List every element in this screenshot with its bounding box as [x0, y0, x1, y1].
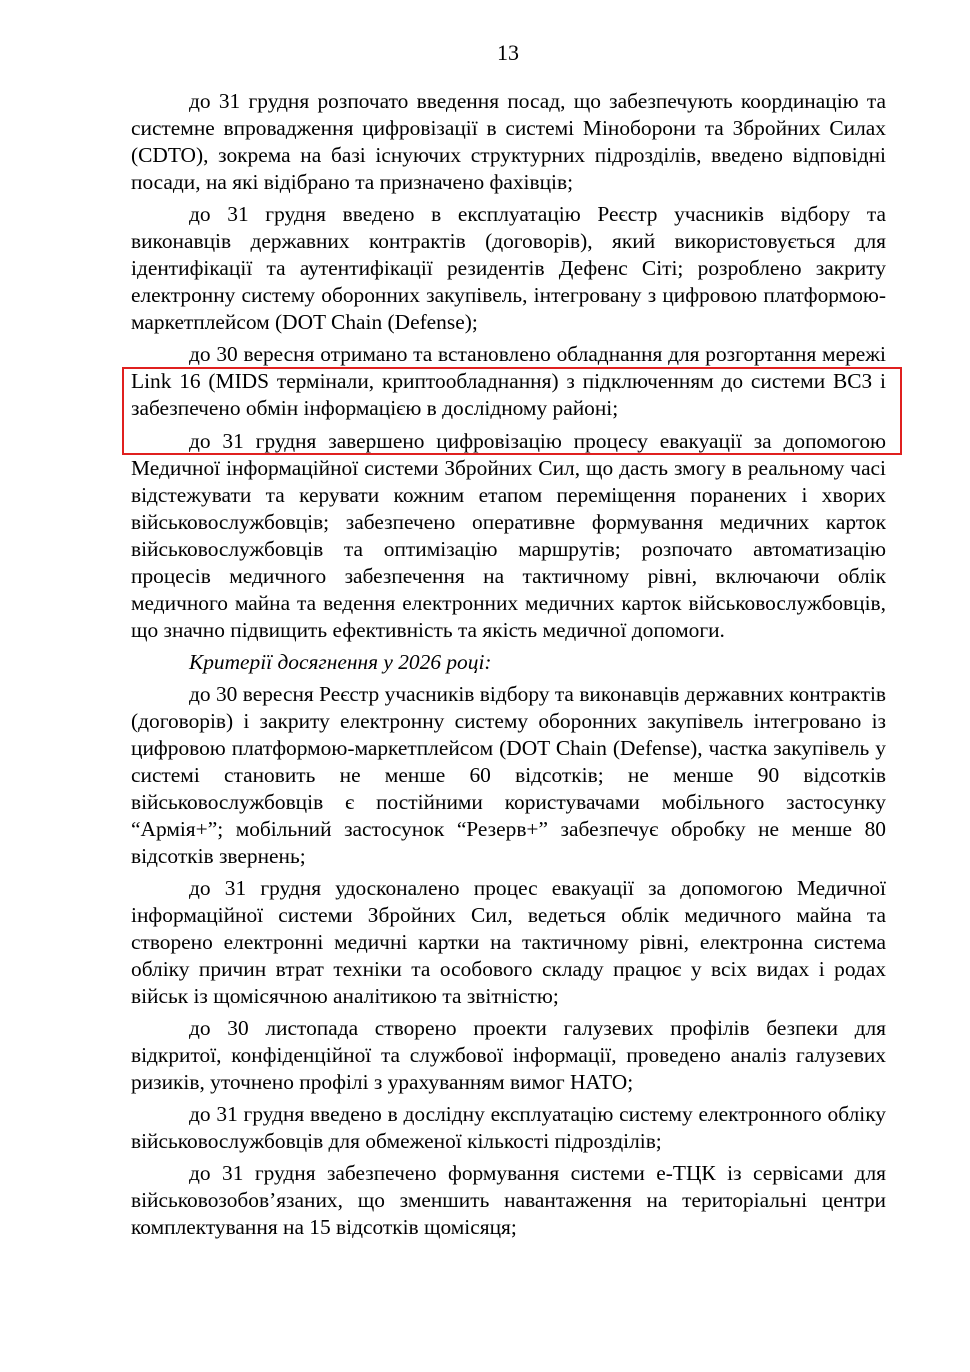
paragraph-link16-highlighted: до 30 вересня отримано та встановлено обладнання для розгортання мережі Link 16 (MIDS термінали, криптообладнання) з підключенням до системи ВСЗ і забезпечено обмін інформацією в дослідному районі;: [131, 342, 886, 420]
document-body: [131, 88, 886, 1246]
paragraph-cdto: до 31 грудня розпочато введення посад, що забезпечують координацію та системне впровадження цифровізації в системі Міноборони та Збройних Силах (CDTO), зокрема на базі існуючих структурних підрозділів, введено відповідні посади, на які відібрано та призначено фахівців;: [131, 89, 886, 194]
paragraph-e-tck: до 31 грудня забезпечено формування системи е-ТЦК із сервісами для військовозобов’язаних, що зменшить навантаження на територіальні центри комплектування на 15 відсотків щомісяця;: [131, 1161, 886, 1239]
paragraph-evacuation-improvement: до 31 грудня удосконалено процес евакуації за допомогою Медичної інформаційної системи Збройних Сил, ведеться облік медичного майна та створено електронні медичні картки на тактичному рівні, електронна система обліку причин втрат техніки та особового складу працює у всіх видах і родах військ із щомісячною аналітикою та звітністю;: [131, 876, 886, 1008]
page-number: 13: [497, 40, 519, 65]
paragraph-registry-integration: до 30 вересня Реєстр учасників відбору та виконавців державних контрактів (договорів) і закриту електронну систему оборонних закупівель інтегровано із цифровою платформою-маркетплейсом (DOT Chain (Defense), частка закупівель у системі становить не менше 60 відсотків; не менше 90 відсотків військовослужбовців є постійними користувачами мобільного застосунку “Армія+”; мобільний застосунок “Резерв+” забезпечує обробку не менше 80 відсотків звернень;: [131, 682, 886, 868]
paragraph-electronic-accounting: до 31 грудня введено в дослідну експлуатацію систему електронного обліку військовослужбовців для обмеженої кількості підрозділів;: [131, 1102, 886, 1153]
paragraph-medical-evacuation: до 31 грудня завершено цифровізацію процесу евакуації за допомогою Медичної інформаційної системи Збройних Сил, що дасть змогу в реальному часі відстежувати та керувати кожним етапом переміщення поранених і хворих військовослужбовців; забезпечено оперативне формування медичних карток військовослужбовців та оптимізацію маршрутів; розпочато автоматизацію процесів медичного забезпечення на тактичному рівні, включаючи облік медичного майна та ведення електронних медичних карток військовослужбовців, що значно підвищить ефективність та якість медичної допомоги.: [131, 429, 886, 642]
paragraph-security-profiles: до 30 листопада створено проекти галузевих профілів безпеки для відкритої, конфіденційної та службової інформації, проведено аналіз галузевих ризиків, уточнено профілі з урахуванням вимог НАТО;: [131, 1016, 886, 1094]
section-heading-criteria-2026: Критерії досягнення у 2026 році:: [189, 650, 492, 674]
paragraph-registry: до 31 грудня введено в експлуатацію Реєстр учасників відбору та виконавців державних контрактів (договорів), який використовується для ідентифікації та аутентифікації резидентів Дефенс Сіті; розроблено закриту електронну систему оборонних закупівель, інтегровану з цифровою платформою-маркетплейсом (DOT Chain (Defense);: [131, 202, 886, 334]
